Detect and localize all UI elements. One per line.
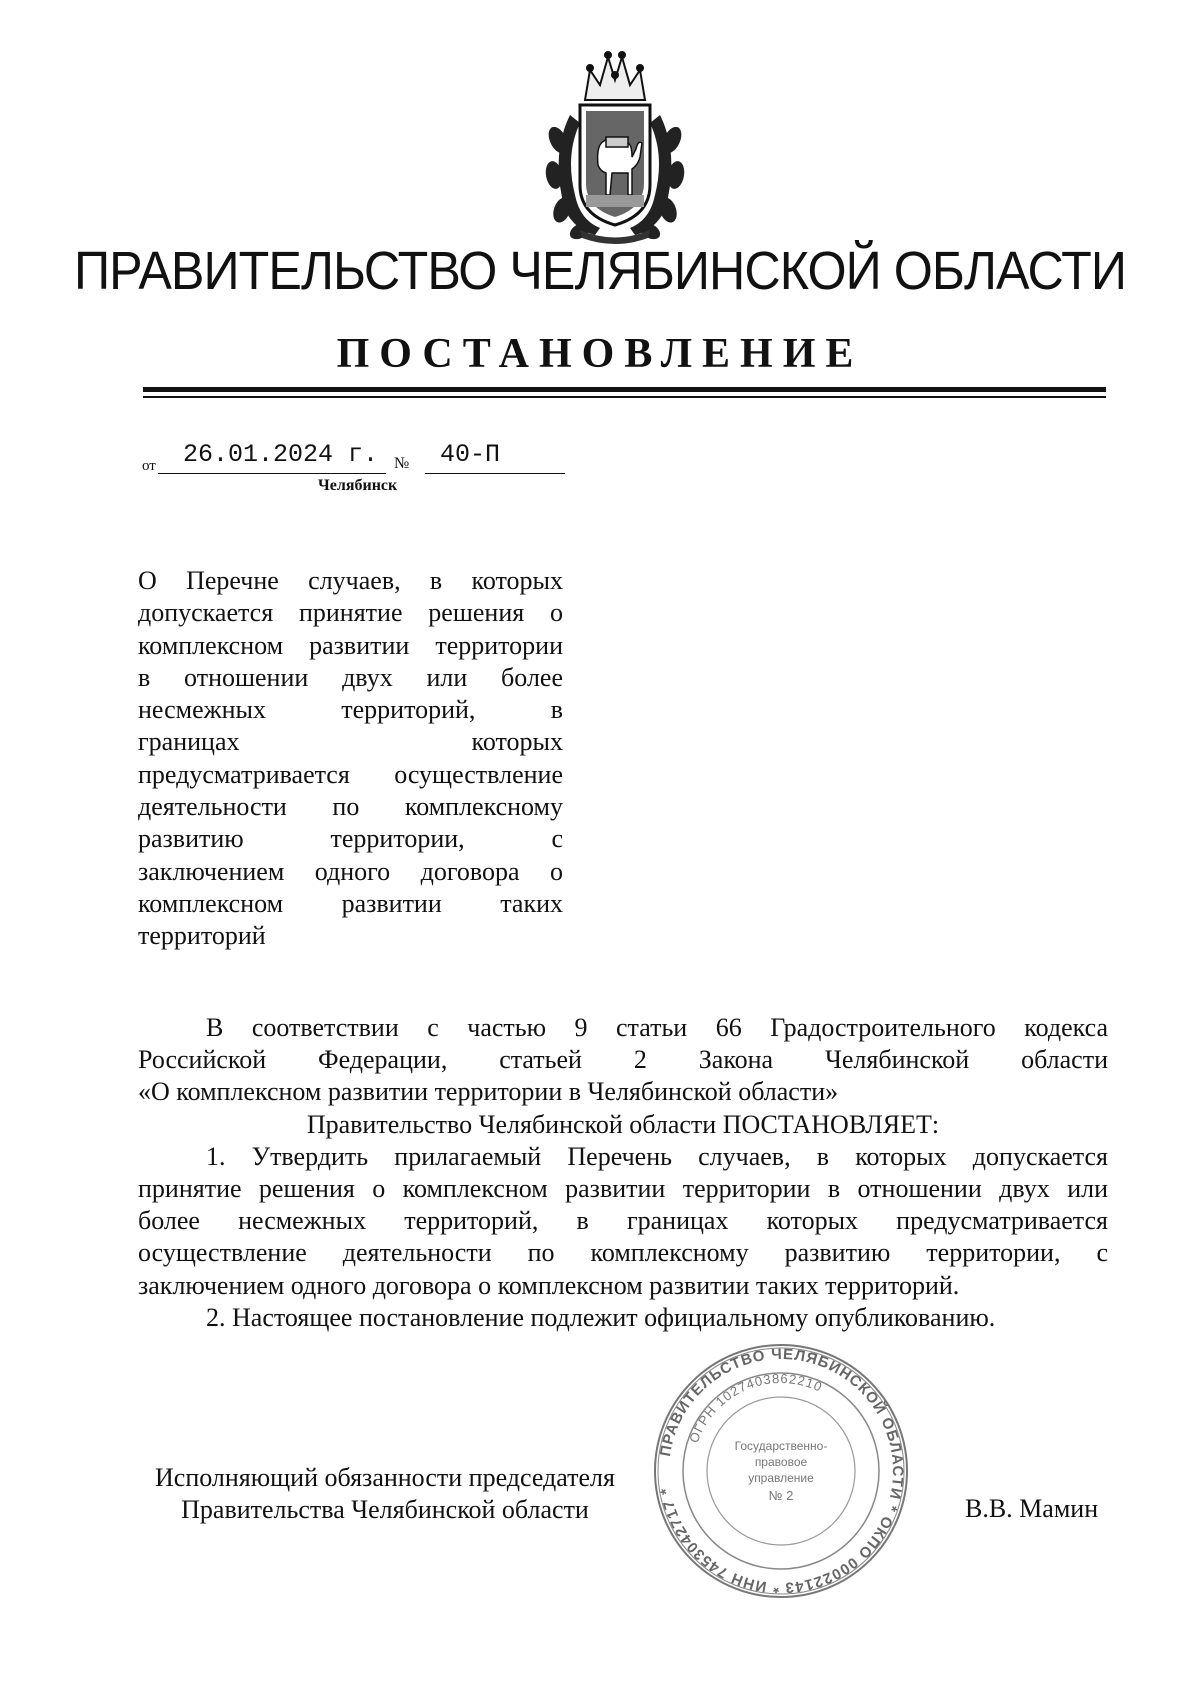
seal-outer-ring-text: ПРАВИТЕЛЬСТВО ЧЕЛЯБИНСКОЙ ОБЛАСТИ * ОКПО 00022143 * ИНН 7453042717 *	[656, 1345, 907, 1597]
document-body	[138, 1012, 1108, 1334]
subject-line: предусматривается осуществление	[138, 759, 563, 789]
number-underline	[425, 473, 565, 474]
seal-center-line: управление	[748, 1471, 814, 1485]
seal-inner-ring-text: ОГРН 1027403862210	[685, 1370, 825, 1445]
number-prefix: №	[394, 455, 410, 472]
document-type-title: ПОСТАНОВЛЕНИЕ	[336, 331, 864, 377]
subject-line: деятельности по комплексному	[138, 792, 563, 822]
item1-line: принятие решения о комплексном развитии территории в отношении двух или	[138, 1173, 1108, 1203]
signatory-position-line: Исполняющий обязанности председателя	[155, 1463, 615, 1492]
subject-line: территорий	[138, 921, 266, 951]
organization-title: ПРАВИТЕЛЬСТВО ЧЕЛЯБИНСКОЙ ОБЛАСТИ	[73, 241, 1127, 301]
signatory-name: В.В. Мамин	[965, 1494, 1099, 1523]
subject-line: комплексном развитии таких	[138, 888, 563, 918]
subject-line: заключением одного договора о	[138, 856, 563, 886]
decree-line: Правительство Челябинской области ПОСТАНОВЛЯЕТ:	[306, 1109, 940, 1139]
subject-line: в отношении двух или более	[138, 662, 563, 692]
item1-line: осуществление деятельности по комплексному развитию территории, с	[138, 1238, 1108, 1268]
subject-line: допускается принятие решения о	[138, 598, 563, 628]
seal-center-line: Государственно-	[734, 1439, 828, 1453]
document-city: Челябинск	[318, 477, 398, 494]
item1-line: заключением одного договора о комплексном развитии таких территорий.	[138, 1270, 960, 1300]
seal-center-line: № 2	[768, 1488, 794, 1503]
subject-line: О Перечне случаев, в которых	[138, 566, 563, 595]
preamble-line: Российской Федерации, статьей 2 Закона Челябинской области	[138, 1045, 1108, 1075]
header-rule-thin	[143, 396, 1106, 398]
item1-line: более несмежных территорий, в границах которых предусматривается	[138, 1206, 1108, 1236]
date-underline	[158, 473, 386, 474]
header-rule-thick	[143, 387, 1106, 392]
subject-line: развитию территории, с	[138, 824, 563, 854]
document-date: 26.01.2024 г.	[183, 440, 379, 469]
subject-line: комплексном развитии территории	[138, 630, 563, 660]
signatory-position	[135, 1462, 635, 1526]
preamble-line: «О комплексном развитии территории в Челябинской области»	[138, 1077, 839, 1107]
preamble-line: В соответствии с частью 9 статьи 66 Градостроительного кодекса	[206, 1013, 1108, 1042]
item2-line: 2. Настоящее постановление подлежит официальному опубликованию.	[206, 1302, 996, 1332]
seal-center-line: правовое	[754, 1455, 808, 1469]
subject-line: границах которых	[138, 727, 563, 757]
signatory-position-line: Правительства Челябинской области	[181, 1495, 589, 1524]
official-seal-stamp	[650, 1340, 912, 1602]
subject-line: несмежных территорий, в	[138, 695, 563, 725]
document-number: 40-П	[440, 440, 501, 469]
date-prefix: от	[142, 458, 156, 474]
item1-line: 1. Утвердить прилагаемый Перечень случаев, в которых допускается	[206, 1141, 1108, 1171]
coat-of-arms-emblem	[540, 45, 690, 245]
document-subject	[138, 565, 563, 953]
